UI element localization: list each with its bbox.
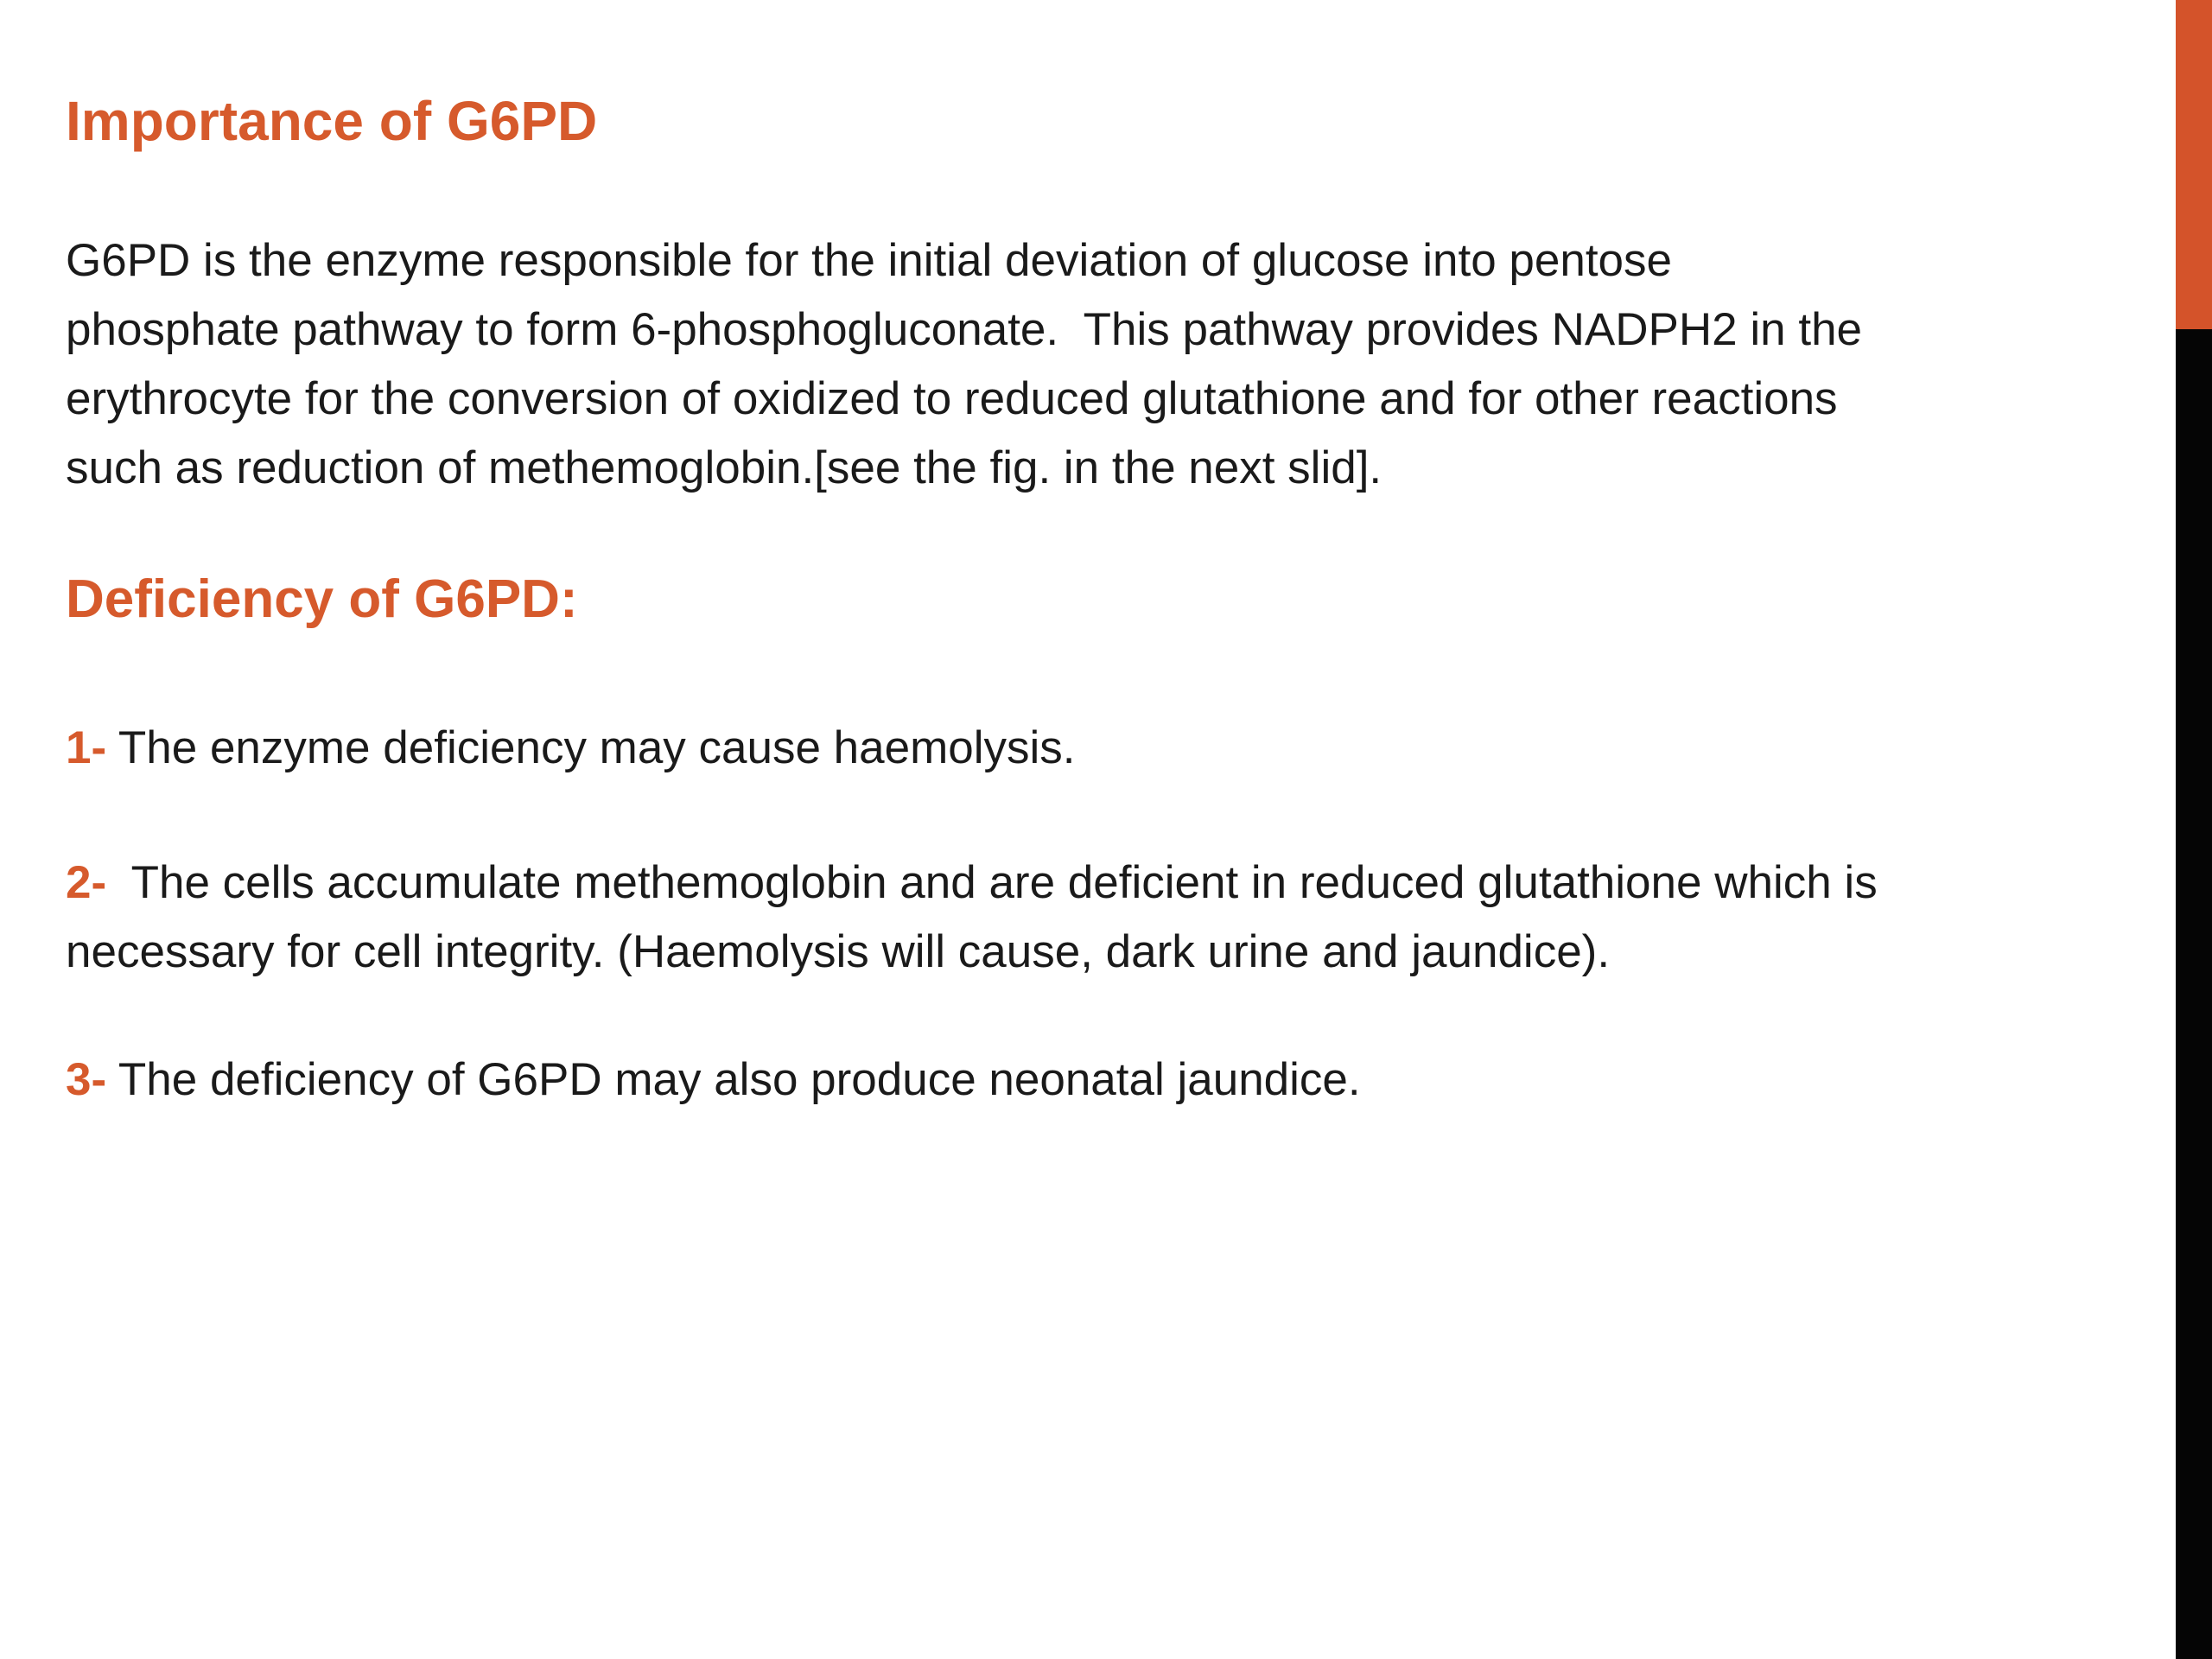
- item-2-text: The cells accumulate methemoglobin and are deficient in reduced glutathione which is: [106, 857, 1878, 908]
- item-1-number: 1-: [66, 722, 107, 773]
- deficiency-item-2: [66, 849, 1878, 987]
- right-edge-accent-bar-black: [2176, 329, 2212, 1659]
- item-2-line-2: necessary for cell integrity. (Haemolysis will cause, dark urine and jaundice).: [66, 926, 1611, 977]
- item-3-line: [66, 1046, 1361, 1115]
- item-3-text: The deficiency of G6PD may also produce neonatal jaundice.: [106, 1054, 1361, 1105]
- paragraph-line-3: erythrocyte for the conversion of oxidized to reduced glutathione and for other reactions: [66, 373, 1838, 424]
- paragraph-line-4: such as reduction of methemoglobin.[see the fig. in the next slid].: [66, 442, 1382, 493]
- deficiency-item-1: [66, 714, 1076, 783]
- deficiency-item-3: [66, 1046, 1361, 1115]
- paragraph-line-1: G6PD is the enzyme responsible for the initial deviation of glucose into pentose: [66, 235, 1673, 286]
- slide-heading-deficiency: Deficiency of G6PD:: [66, 569, 578, 629]
- item-1-text: The enzyme deficiency may cause haemolysis.: [106, 722, 1076, 773]
- item-2-line-1: [66, 849, 1878, 918]
- item-1-line: [66, 714, 1076, 783]
- importance-paragraph: [66, 226, 1862, 503]
- paragraph-line-2: phosphate pathway to form 6-phosphogluconate. This pathway provides NADPH2 in the: [66, 304, 1863, 355]
- item-2-number: 2-: [66, 857, 107, 908]
- item-3-number: 3-: [66, 1054, 107, 1105]
- right-edge-accent-bar-orange: [2176, 0, 2212, 329]
- slide-title-importance: Importance of G6PD: [66, 90, 598, 152]
